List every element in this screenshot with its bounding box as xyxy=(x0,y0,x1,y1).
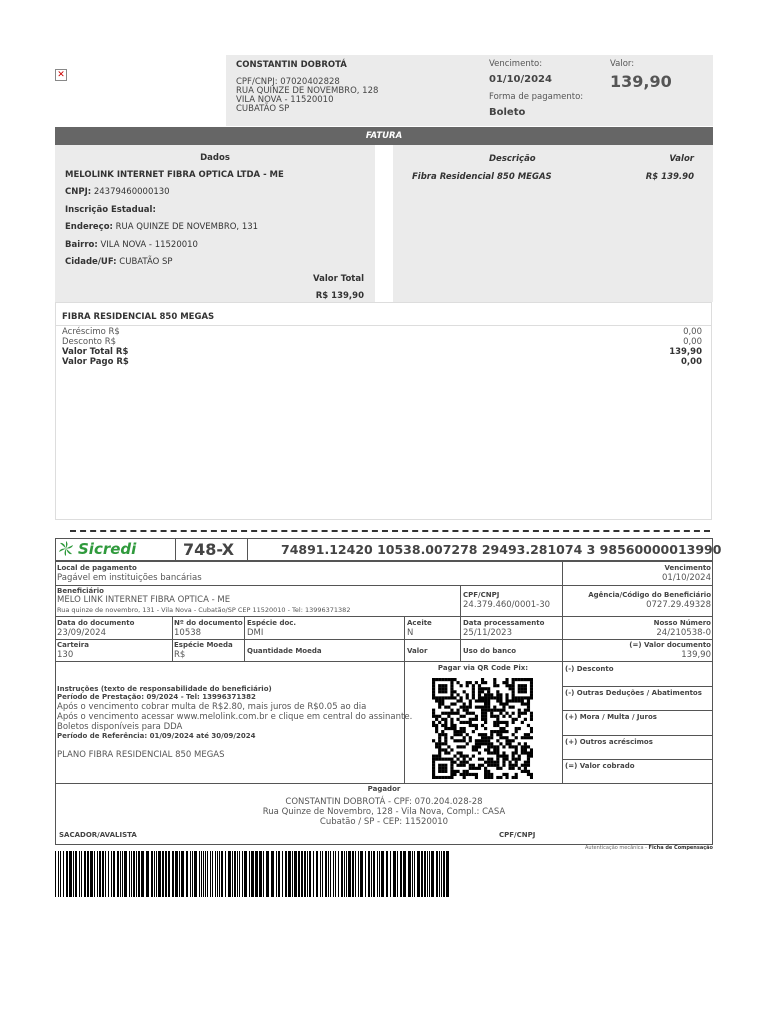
instrucoes-referencia: Período de Referência: 01/09/2024 até 30/09/2024 xyxy=(57,732,256,740)
uso-banco-label: Uso do banco xyxy=(463,647,517,655)
amount-label: Valor: xyxy=(610,59,635,69)
nosso-numero-label: Nosso Número xyxy=(653,619,711,627)
divider xyxy=(55,560,713,562)
endereco-label: Endereço: xyxy=(65,222,113,232)
sacador-avalista-label: SACADOR/AVALISTA xyxy=(59,831,137,839)
cnpj-label: CNPJ: xyxy=(65,187,92,197)
cidade-label: Cidade/UF: xyxy=(65,257,117,267)
summary-row-label: Desconto R$ xyxy=(62,337,117,347)
beneficiario-label: Beneficiário xyxy=(57,587,104,595)
divider xyxy=(562,686,713,687)
bairro-value: VILA NOVA - 11520010 xyxy=(100,240,198,250)
especie-moeda-label: Espécie Moeda xyxy=(174,641,233,649)
summary-divider xyxy=(56,325,711,326)
ficha-compensacao-text: Ficha de Compensação xyxy=(648,845,713,851)
item-value: R$ 139.90 xyxy=(645,172,694,182)
divider xyxy=(55,783,713,784)
numero-documento-label: Nº do documento xyxy=(174,619,243,627)
instrucoes-line1: Após o vencimento cobrar multa de R$2.80, mais juros de R$0.05 ao dia xyxy=(57,702,367,712)
cnpj-row xyxy=(65,187,170,197)
summary-row-value: 0,00 xyxy=(683,327,702,337)
pix-qr-code xyxy=(432,678,533,779)
payer-name: CONSTANTIN DOBROTÁ xyxy=(236,60,347,70)
company-name: MELOLINK INTERNET FIBRA OPTICA LTDA - ME xyxy=(65,170,284,180)
local-pagamento-value: Pagável em instituições bancárias xyxy=(57,573,202,583)
pagador-line1: CONSTANTIN DOBROTÁ - CPF: 070.204.028-28 xyxy=(285,797,483,807)
divider xyxy=(460,585,461,661)
valor-label: Valor xyxy=(407,647,428,655)
especie-moeda-value: R$ xyxy=(174,650,186,660)
cut-line xyxy=(70,530,710,533)
carteira-label: Carteira xyxy=(57,641,89,649)
payer-address-line3: CUBATÃO SP xyxy=(236,104,290,114)
aceite-value: N xyxy=(407,628,414,638)
divider xyxy=(562,562,563,783)
summary-title: FIBRA RESIDENCIAL 850 MEGAS xyxy=(62,312,215,322)
especie-doc-value: DMI xyxy=(247,628,264,638)
data-documento-label: Data do documento xyxy=(57,619,135,627)
summary-row-label: Valor Total R$ xyxy=(62,347,129,357)
carteira-value: 130 xyxy=(57,650,74,660)
mora-multa-juros-label: (+) Mora / Multa / Juros xyxy=(565,713,657,721)
outros-acrescimos-label: (+) Outros acréscimos xyxy=(565,738,653,746)
pagador-line2: Rua Quinze de Novembro, 128 - Vila Nova, Compl.: CASA xyxy=(262,807,506,817)
beneficiario-address: Rua quinze de novembro, 131 - Vila Nova - Cubatão/SP CEP 11520010 - Tel: 13996371382 xyxy=(57,606,351,614)
item-description: Fibra Residencial 850 MEGAS xyxy=(412,172,552,182)
broken-image-icon: ✕ xyxy=(55,69,67,81)
due-date-value: 01/10/2024 xyxy=(489,74,552,85)
valor-documento-label: (=) Valor documento xyxy=(629,641,711,649)
vencimento-value: 01/10/2024 xyxy=(662,573,711,583)
local-pagamento-label: Local de pagamento xyxy=(57,564,137,572)
beneficiario-name: MELO LINK INTERNET FIBRA OPTICA - ME xyxy=(57,595,231,605)
desconto-label: (-) Desconto xyxy=(565,665,614,673)
divider xyxy=(562,710,713,711)
valor-total-label: Valor Total xyxy=(313,274,364,284)
cnpj-value: 24379460000130 xyxy=(93,187,170,197)
numero-documento-value: 10538 xyxy=(174,628,202,638)
vencimento-label: Vencimento xyxy=(664,564,711,572)
divider xyxy=(404,616,405,783)
especie-doc-label: Espécie doc. xyxy=(247,619,297,627)
amount-value: 139,90 xyxy=(610,72,672,91)
valor-cobrado-label: (=) Valor cobrado xyxy=(565,762,635,770)
divider xyxy=(55,616,713,617)
divider xyxy=(55,585,713,586)
valor-header: Valor xyxy=(669,154,694,164)
outras-deducoes-label: (-) Outras Deduções / Abatimentos xyxy=(565,689,702,697)
quantidade-moeda-label: Quantidade Moeda xyxy=(247,647,322,655)
divider xyxy=(247,538,248,560)
summary-rows xyxy=(62,327,702,367)
divider xyxy=(55,639,713,640)
invoice-items-panel xyxy=(393,145,713,302)
fatura-title-bar: FATURA xyxy=(55,127,713,145)
cidade-row xyxy=(65,257,173,267)
nosso-numero-value: 24/210538-0 xyxy=(656,628,711,638)
bairro-row xyxy=(65,240,198,250)
cpf-cnpj-value: 24.379.460/0001-30 xyxy=(463,600,551,610)
instrucoes-title: Instruções (texto de responsabilidade do beneficiário) xyxy=(57,685,272,693)
sacador-cpf-label: CPF/CNPJ xyxy=(499,831,536,839)
aceite-label: Aceite xyxy=(407,619,432,627)
endereco-row xyxy=(65,222,258,232)
pix-label: Pagar via QR Code Pix: xyxy=(437,664,529,672)
payer-address-line2: VILA NOVA - 11520010 xyxy=(236,95,334,105)
summary-row-value: 139,90 xyxy=(669,347,702,357)
summary-row xyxy=(62,327,702,337)
cpf-cnpj-label: CPF/CNPJ xyxy=(463,591,500,599)
payer-address-line1: RUA QUINZE DE NOVEMBRO, 128 xyxy=(236,86,379,96)
barcode xyxy=(55,851,449,897)
summary-row xyxy=(62,347,702,357)
authentication-text: Autenticação mecânica - xyxy=(585,845,649,851)
instrucoes-periodo: Período de Prestação: 09/2024 - Tel: 13996371382 xyxy=(57,693,256,701)
data-processamento-value: 25/11/2023 xyxy=(463,628,512,638)
bairro-label: Bairro: xyxy=(65,240,98,250)
agencia-label: Agência/Código do Beneficiário xyxy=(588,591,711,599)
divider xyxy=(172,616,173,661)
divider xyxy=(175,538,176,560)
digitable-line: 74891.12420 10538.007278 29493.281074 3 98560000013990 xyxy=(281,542,722,557)
payer-doc: CPF/CNPJ: 07020402828 xyxy=(236,77,340,87)
summary-row-label: Valor Pago R$ xyxy=(62,357,129,367)
sicredi-logo-icon xyxy=(58,540,74,557)
pagador-label: Pagador xyxy=(367,785,401,793)
cidade-value: CUBATÃO SP xyxy=(119,257,173,267)
divider xyxy=(562,735,713,736)
payment-method-value: Boleto xyxy=(489,107,526,118)
authentication-note xyxy=(500,845,713,851)
pagador-line3: Cubatão / SP - CEP: 11520010 xyxy=(319,817,449,827)
due-date-label: Vencimento: xyxy=(489,59,543,69)
instrucoes-line3: Boletos disponíveis para DDA xyxy=(57,722,183,732)
agencia-value: 0727.29.49328 xyxy=(646,600,711,610)
bank-name: Sicredi xyxy=(78,540,137,558)
instrucoes-line2: Após o vencimento acessar www.melolink.com.br e clique em central do assinante. xyxy=(57,712,413,722)
summary-row-value: 0,00 xyxy=(681,357,702,367)
instrucoes-plano: PLANO FIBRA RESIDENCIAL 850 MEGAS xyxy=(57,750,225,760)
payment-method-label: Forma de pagamento: xyxy=(489,92,584,102)
inscricao-estadual-label: Inscrição Estadual: xyxy=(65,205,156,215)
data-processamento-label: Data processamento xyxy=(463,619,545,627)
summary-row xyxy=(62,337,702,347)
valor-total-value: R$ 139,90 xyxy=(315,291,364,301)
endereco-value: RUA QUINZE DE NOVEMBRO, 131 xyxy=(115,222,259,232)
bank-code: 748-X xyxy=(183,540,235,559)
divider xyxy=(55,661,713,662)
summary-row-label: Acréscimo R$ xyxy=(62,327,120,337)
summary-row xyxy=(62,357,702,367)
descricao-header: Descrição xyxy=(489,154,536,164)
divider xyxy=(244,616,245,661)
data-documento-value: 23/09/2024 xyxy=(57,628,106,638)
dados-heading: Dados xyxy=(200,153,230,163)
summary-row-value: 0,00 xyxy=(683,337,702,347)
divider xyxy=(562,759,713,760)
valor-documento-value: 139,90 xyxy=(681,650,711,660)
